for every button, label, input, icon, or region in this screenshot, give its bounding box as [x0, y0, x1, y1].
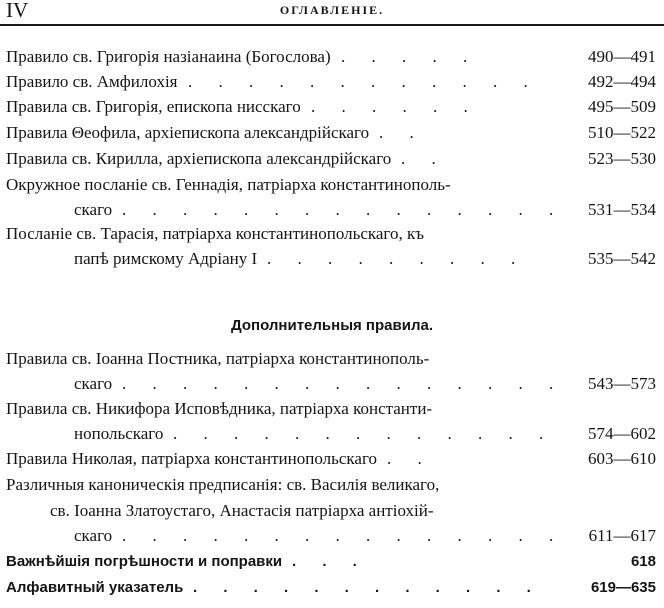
dot-leader: . . . . . . . . . . . . . . .: [122, 374, 565, 393]
dot-leader: . .: [401, 149, 447, 168]
toc-entry-title: скаго: [74, 374, 113, 393]
dot-leader: . .: [387, 449, 433, 468]
toc-entry-title: нопольскаго: [74, 424, 164, 443]
dot-leader: . . . . . . . . . . . . . . .: [122, 200, 565, 219]
toc-entry-line: [6, 473, 656, 497]
toc-entry-line: [6, 247, 656, 271]
toc-entry-title: Правило св. Григорія назіанаина (Богослова): [6, 47, 331, 66]
toc-page-range: 495—509: [588, 97, 656, 116]
toc-entry-title: Правила св. Кирилла, архіепископа александрійскаго: [6, 149, 392, 168]
toc-entry-title: Важнѣйшія погрѣшности и поправки: [6, 553, 283, 570]
toc-entry-title: Правила Николая, патріарха константинопольскаго: [6, 449, 377, 468]
dot-leader: . .: [379, 123, 425, 142]
toc-entry-title: Правила св. Григорія, епископа нисскаго: [6, 97, 301, 116]
dot-leader: . . . . . .: [311, 97, 479, 116]
toc-page-range: 490—491: [588, 47, 656, 66]
header-rule: [0, 24, 664, 26]
toc-entry-title: Посланіе св. Тарасія, патріарха константинопольскаго, къ: [6, 224, 425, 243]
toc-page-range: 535—542: [588, 249, 656, 268]
toc-entry-title: Правила Θеофила, архіепископа александрійскаго: [6, 123, 370, 142]
toc-page-range: 531—534: [588, 200, 656, 219]
toc-entry-title: скаго: [74, 200, 113, 219]
toc-entry-title: Правило св. Амфилохія: [6, 72, 178, 91]
toc-entry-line: [6, 576, 656, 600]
toc-page-range: 543—573: [588, 374, 656, 393]
toc-entry-title: св. Іоанна Златоустаго, Анастасія патріарха антіохій-: [50, 501, 434, 520]
toc-entry-line: [6, 147, 656, 171]
section-heading: Дополнительныя правила.: [231, 317, 433, 334]
toc-entry-title: Правила св. Іоанна Постника, патріарха константинополь-: [6, 349, 430, 368]
toc-entry-title: Правила св. Никифора Исповѣдника, патріарха константи-: [6, 399, 433, 418]
running-title: ОГЛАВЛЕНІЕ.: [279, 3, 385, 17]
toc-entry-line: [6, 524, 656, 548]
toc-entry-line: [6, 198, 656, 222]
toc-page-range: 510—522: [588, 123, 656, 142]
toc-entry-line: [6, 45, 656, 69]
page-number: IV: [6, 0, 29, 22]
dot-leader: . . . . . . . . . . . . . . .: [122, 526, 565, 545]
toc-entry-line: [6, 347, 656, 371]
toc-entry-line: [6, 173, 656, 197]
toc-entry-line: [6, 95, 656, 119]
toc-page-range: 603—610: [588, 449, 656, 468]
page-header: [0, 0, 664, 24]
toc-entry-line: [6, 422, 656, 446]
dot-leader: . . . . . . . . . . . .: [188, 72, 539, 91]
dot-leader: . . . . . . . . . . . . .: [173, 424, 555, 443]
toc-entry-title: скаго: [74, 526, 113, 545]
dot-leader: . . .: [292, 553, 368, 570]
toc-entry-title: Различныя каноническія предписанія: св. Василія великаго,: [6, 475, 440, 494]
toc-entry-line: [6, 499, 656, 523]
toc-page-range: 523—530: [588, 149, 656, 168]
toc-entry-line: [6, 397, 656, 421]
toc-entry-title: папѣ римскому Адріану I: [74, 249, 258, 268]
toc-page-range: 492—494: [588, 72, 656, 91]
toc-entry-line: [6, 447, 656, 471]
toc-entry-line: [6, 372, 656, 396]
toc-entry-line: [6, 550, 656, 574]
dot-leader: . . . . .: [341, 47, 479, 66]
toc-entry-title: Алфавитный указатель: [6, 579, 184, 596]
toc-entry-title: Окружное посланіе св. Геннадія, патріарха константинополь-: [6, 175, 451, 194]
toc-entry-line: [6, 70, 656, 94]
toc-page-range: 618: [630, 553, 656, 570]
toc-page-range: 574—602: [588, 424, 656, 443]
toc-entry-line: [6, 121, 656, 145]
toc-page-range: 619—635: [590, 579, 656, 596]
toc-entry-line: [6, 222, 656, 246]
toc-page-range: 611—617: [588, 526, 656, 545]
dot-leader: . . . . . . . . .: [267, 249, 527, 268]
dot-leader: . . . . . . . . . . . .: [193, 579, 542, 596]
